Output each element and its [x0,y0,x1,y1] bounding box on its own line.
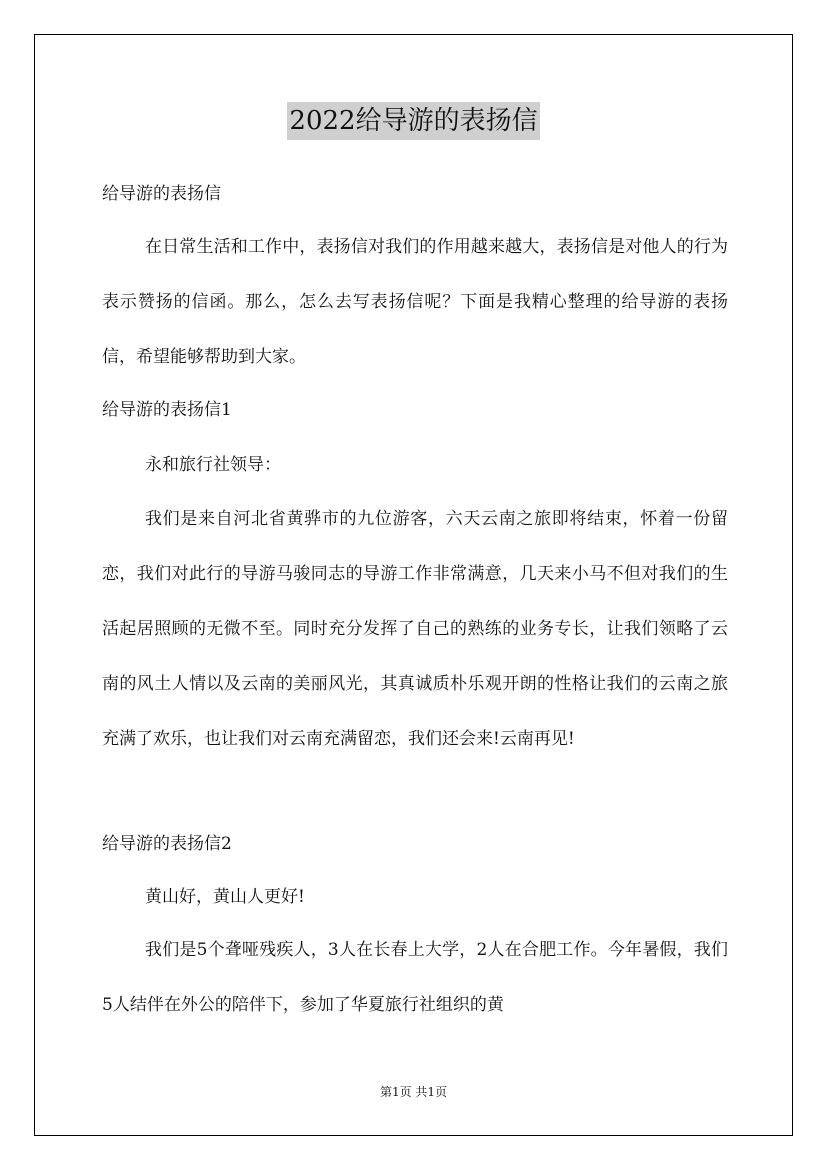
letter2-body: 我们是5个聋哑残疾人，3人在长春上大学，2人在合肥工作。今年暑假，我们5人结伴在外公的陪伴下，参加了华夏旅行社组织的黄 [102,940,728,1015]
document-heading: 给导游的表扬信 [102,184,221,204]
letter1-body: 我们是来自河北省黄骅市的九位游客，六天云南之旅即将结束，怀着一份留恋，我们对此行的导游马骏同志的导游工作非常满意，几天来小马不但对我们的生活起居照顾的无微不至。同时充分发挥了自己的熟练的业务专长，让我们领略了云南的风土人情以及云南的美丽风光，其真诚质朴乐观开朗的性格让我们的云南之旅充满了欢乐，也让我们对云南充满留恋，我们还会来!云南再见! [102,509,728,749]
letter2-heading: 给导游的表扬信2 [102,834,232,854]
letter1-heading: 给导游的表扬信1 [102,400,232,420]
intro-paragraph: 在日常生活和工作中，表扬信对我们的作用越来越大，表扬信是对他人的行为表示赞扬的信函。那么，怎么去写表扬信呢？下面是我精心整理的给导游的表扬信，希望能够帮助到大家。 [102,237,728,367]
title-container [0,102,827,140]
page-footer: 第1页 共1页 [379,1085,448,1099]
letter2-salutation: 黄山好，黄山人更好! [145,887,305,907]
letter1-salutation: 永和旅行社领导： [145,455,281,475]
document-title: 2022给导游的表扬信 [287,102,539,140]
